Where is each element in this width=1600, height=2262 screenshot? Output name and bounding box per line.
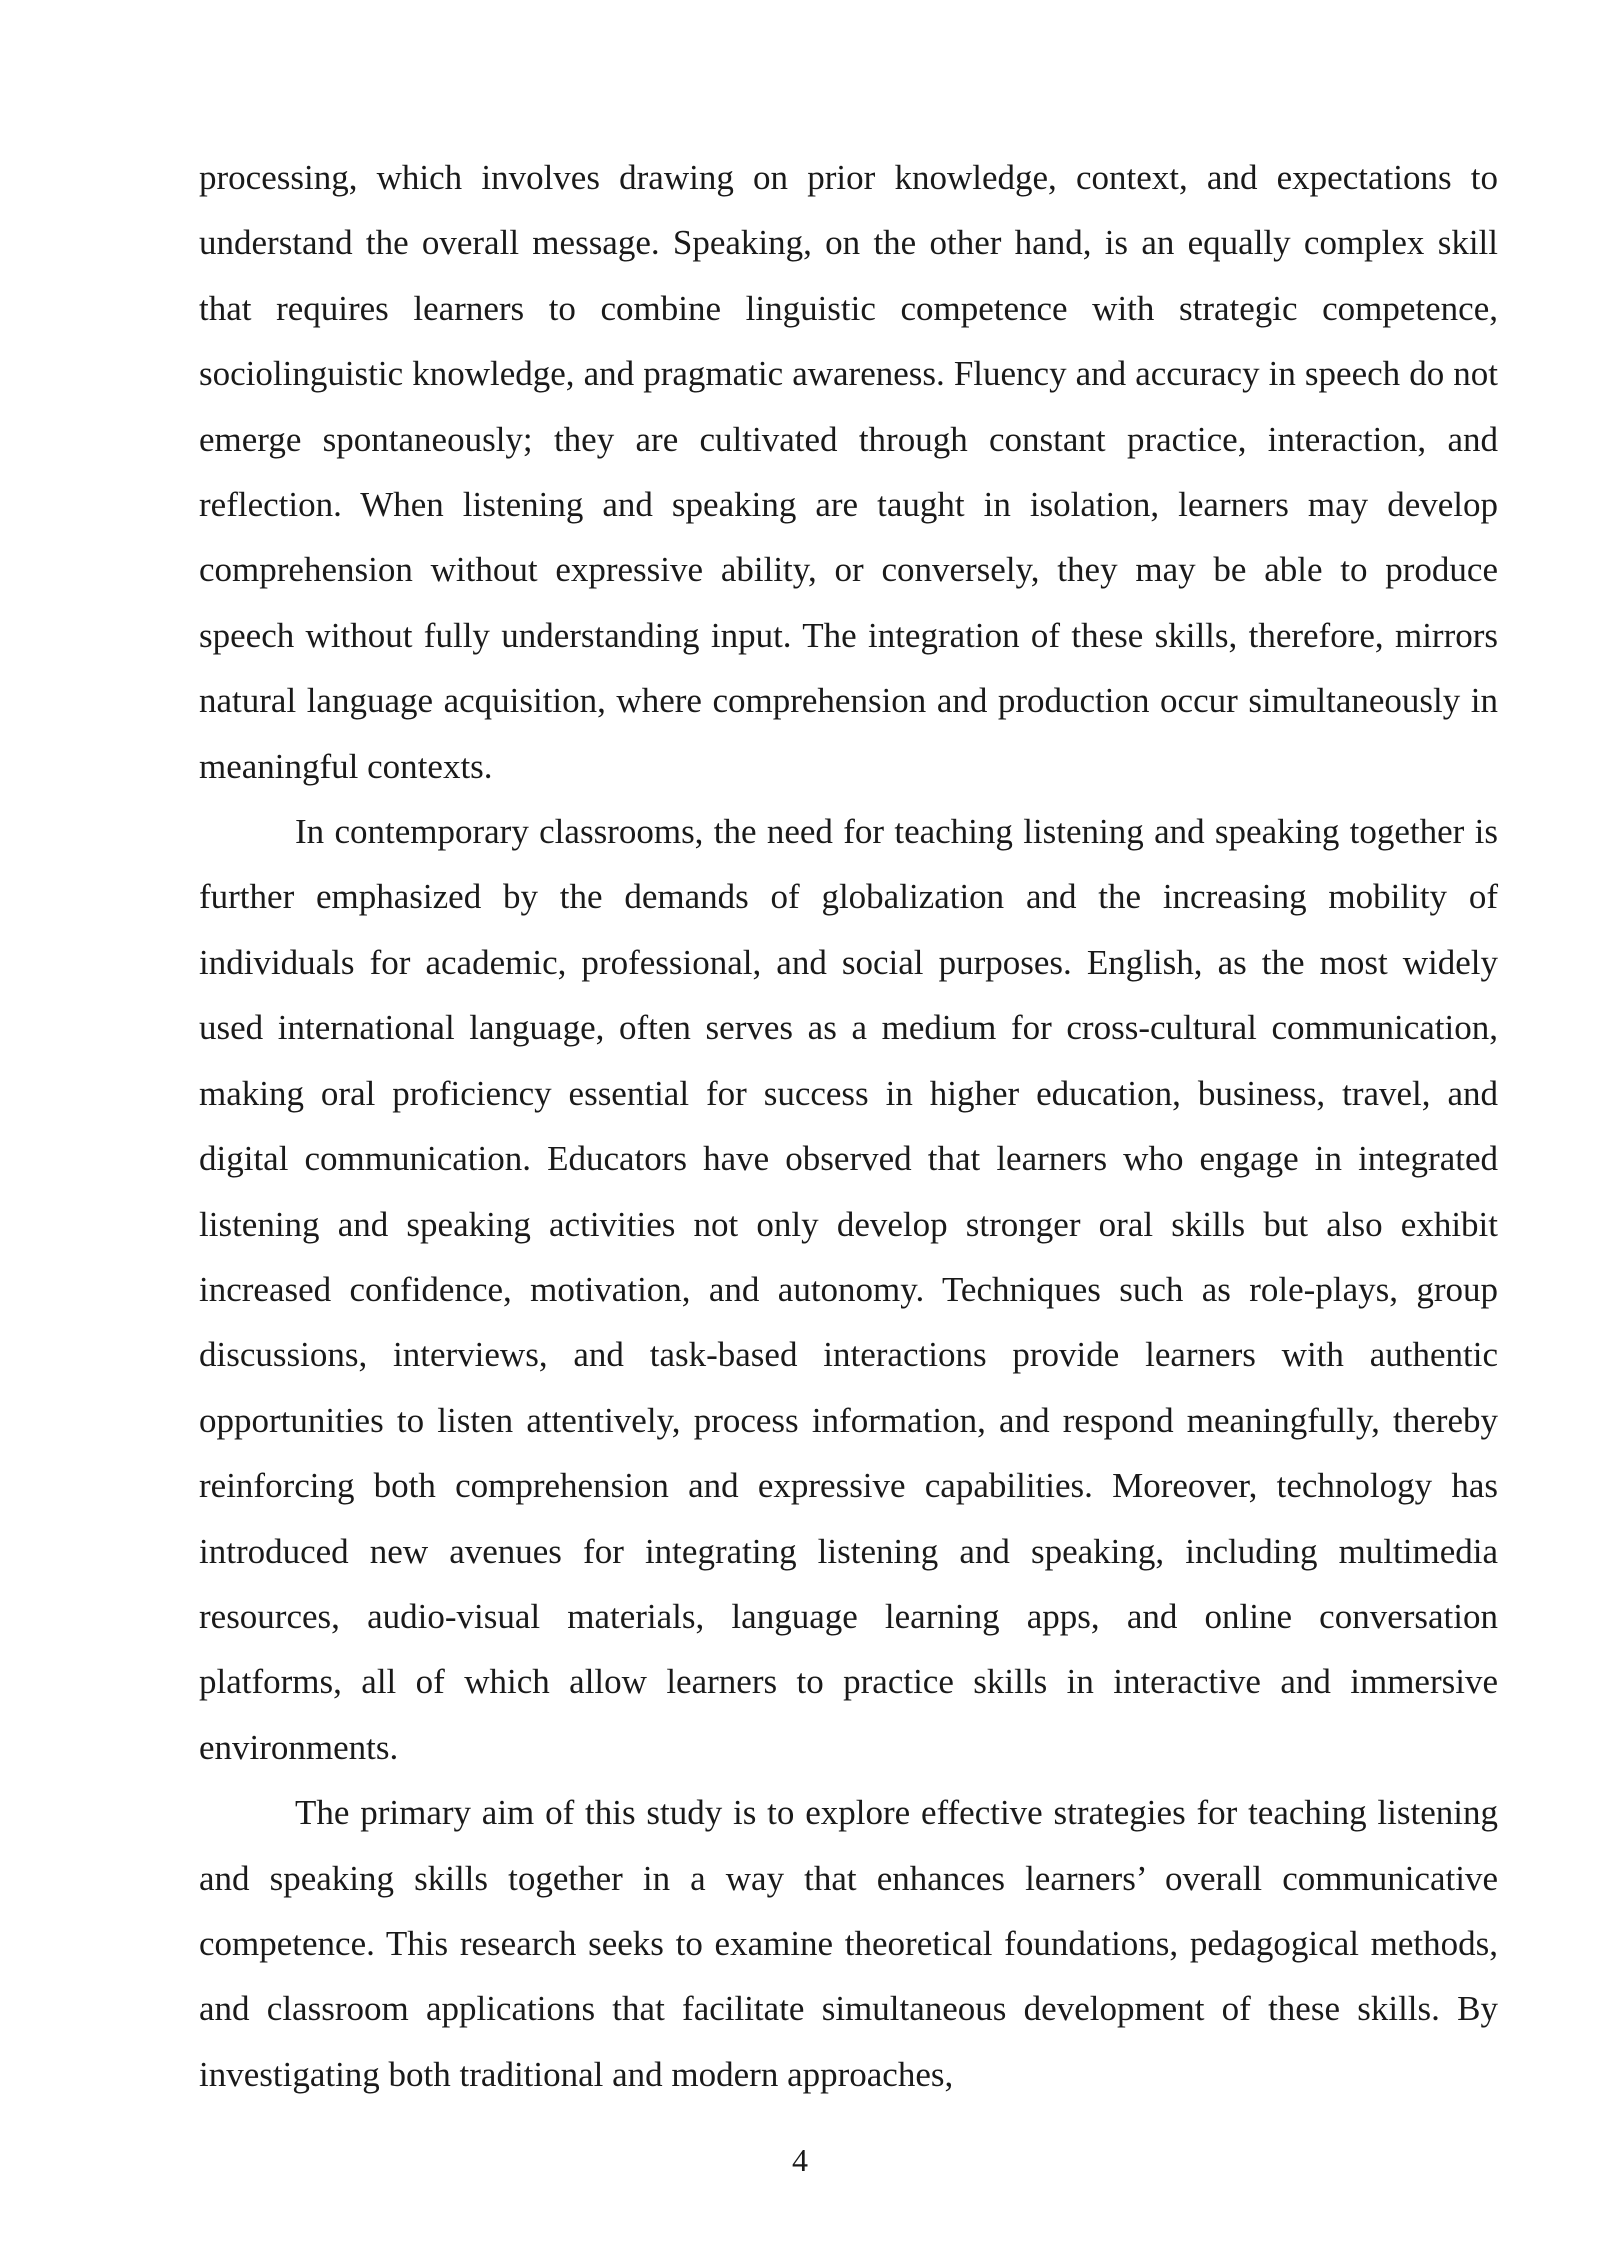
paragraph-continuation: processing, which involves drawing on prior knowledge, context, and expectations to understand the overall message. Speaking, on the other hand, is an equally complex skill that requires learners to combine linguistic competence with strategic competence, sociolinguistic knowledge, and pragmatic awareness. Fluency and accuracy in speech do not emerge spontaneously; they are cultivated through constant practice, interaction, and reflection. When listening and speaking are taught in isolation, learners may develop comprehension without expressive ability, or conversely, they may be able to produce speech without fully understanding input. The integration of these skills, therefore, mirrors natural language acquisition, where comprehension and production occur simultaneously in meaningful contexts.	[199, 158, 1498, 786]
page-number: 4	[792, 2142, 808, 2178]
paragraph-primary-aim: The primary aim of this study is to explore effective strategies for teaching listening and speaking skills together in a way that enhances learners’ overall communicative competence. This research seeks to examine theoretical foundations, pedagogical methods, and classroom applications that facilitate simultaneous development of these skills. By investigating both traditional and modern approaches,	[199, 1793, 1498, 2094]
paragraph-contemporary-classrooms: In contemporary classrooms, the need for teaching listening and speaking together is further emphasized by the demands of globalization and the increasing mobility of individuals for academic, professional, and social purposes. English, as the most widely used international language, often serves as a medium for cross-cultural communication, making oral proficiency essential for success in higher education, business, travel, and digital communication. Educators have observed that learners who engage in integrated listening and speaking activities not only develop stronger oral skills but also exhibit increased confidence, motivation, and autonomy. Techniques such as role-plays, group discussions, interviews, and task-based interactions provide learners with authentic opportunities to listen attentively, process information, and respond meaningfully, thereby reinforcing both comprehension and expressive capabilities. Moreover, technology has introduced new avenues for integrating listening and speaking, including multimedia resources, audio-visual materials, language learning apps, and online conversation platforms, all of which allow learners to practice skills in interactive and immersive environments.	[199, 812, 1498, 1767]
page-body	[199, 145, 1498, 2107]
